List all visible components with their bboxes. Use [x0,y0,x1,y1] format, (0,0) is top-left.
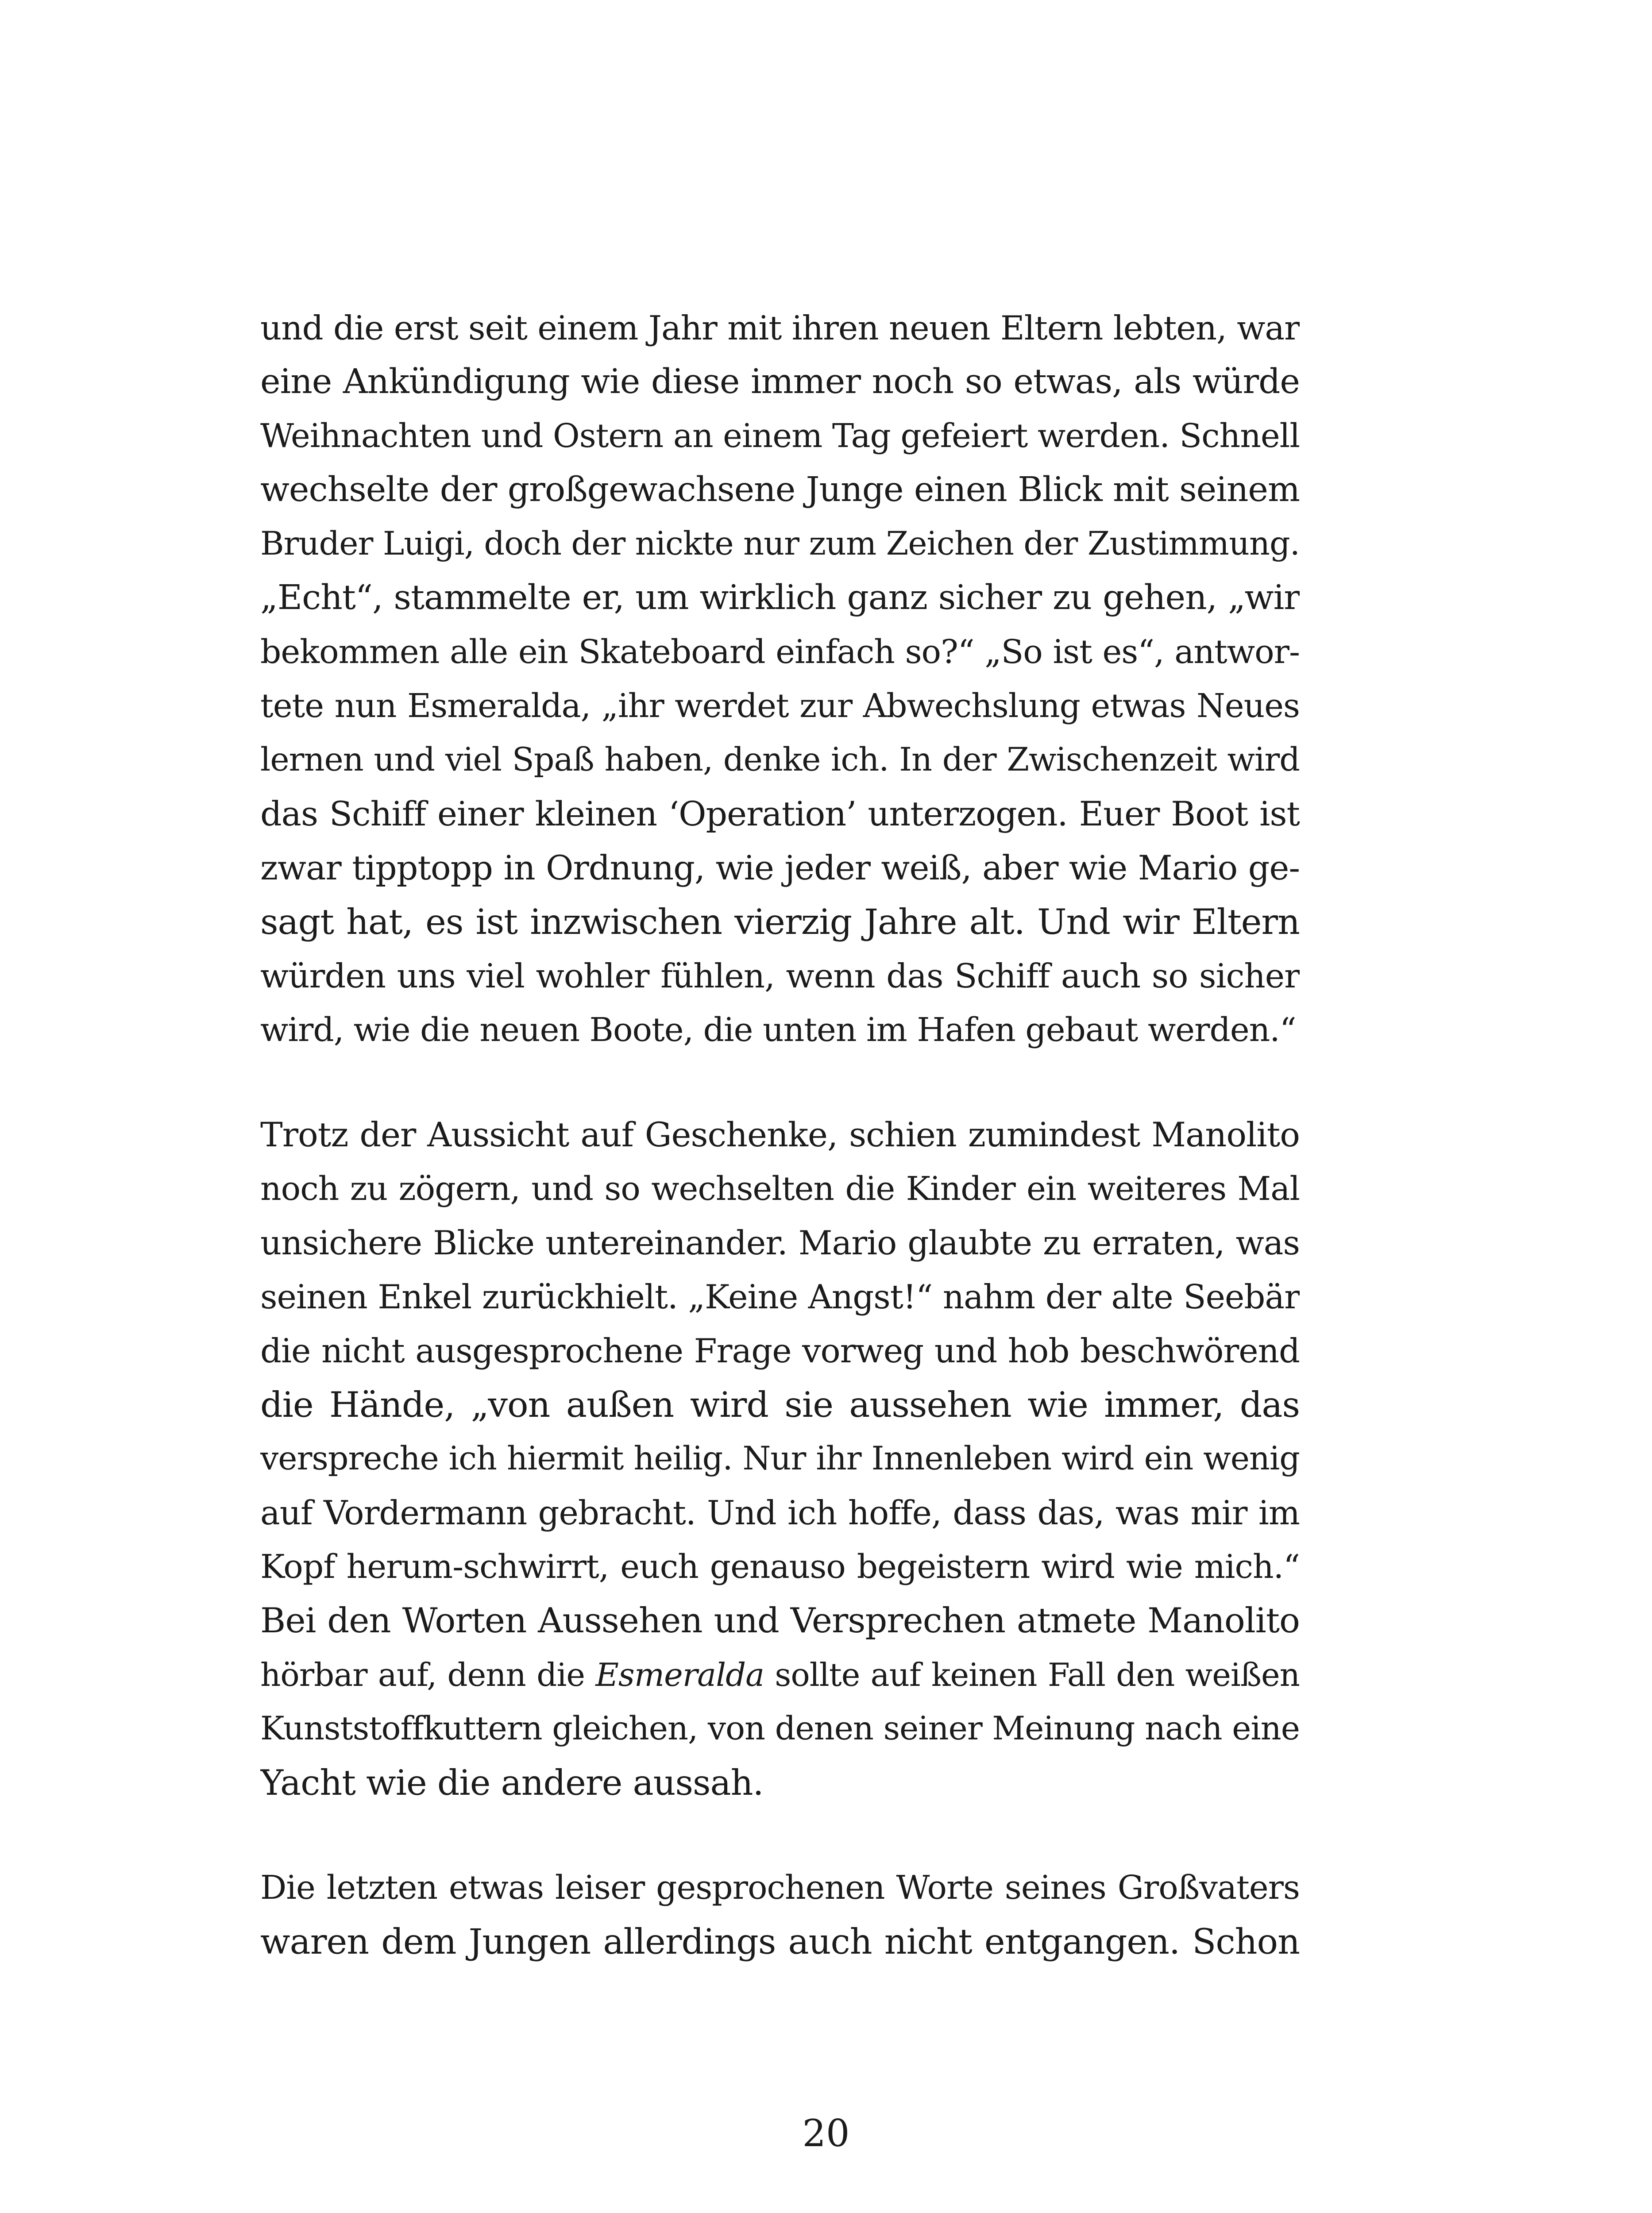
text-line: wird, wie die neuen Boote, die unten im Hafen gebaut werden.“ [260,1011,1296,1049]
text-line: Die letzten etwas leiser gesprochenen Worte seines Großvaters [260,1869,1300,1907]
text-line: unsichere Blicke untereinander. Mario glaubte zu erraten, was [260,1223,1300,1262]
text-line: Yacht wie die andere aussah. [260,1762,764,1803]
paragraph-1 [260,301,1300,1057]
text-line: sagt hat, es ist inzwischen vierzig Jahre alt. Und wir Eltern [260,902,1300,942]
text-line: die Hände, „von außen wird sie aussehen wie immer, das [260,1384,1300,1425]
text-line: wechselte der großgewachsene Junge einen Blick mit seinem [260,470,1300,509]
text-run: hörbar auf, denn die [260,1656,596,1693]
text-line: das Schiff einer kleinen ‘Operation’ unterzogen. Euer Boot ist [260,794,1300,833]
text-line: bekommen alle ein Skateboard einfach so?“ „So ist es“, antwor- [260,633,1300,671]
text-line-with-italic [260,1648,1300,1702]
text-line: Kopf herum-schwirrt, euch genauso begeistern wird wie mich.“ [260,1548,1300,1586]
text-line: eine Ankündigung wie diese immer noch so etwas, als würde [260,362,1300,401]
text-line: noch zu zögern, und so wechselten die Kinder ein weiteres Mal [260,1170,1300,1208]
text-line: lernen und viel Spaß haben, denke ich. In der Zwischenzeit wird [260,741,1300,779]
text-line: Weihnachten und Ostern an einem Tag gefeiert werden. Schnell [260,417,1300,455]
text-line: „Echt“, stammelte er, um wirklich ganz sicher zu gehen, „wir [260,578,1300,617]
text-line: verspreche ich hiermit heilig. Nur ihr Innenleben wird ein wenig [260,1440,1300,1477]
body-text [260,301,1300,1969]
paragraph-3 [260,1861,1300,1969]
text-run: sollte auf keinen Fall den weißen [764,1656,1300,1693]
page-number: 20 [802,2112,850,2155]
italic-boat-name: Esmeralda [595,1656,764,1693]
text-line: Kunststoffkuttern gleichen, von denen seiner Meinung nach eine [260,1710,1300,1747]
text-line: auf Vordermann gebracht. Und ich hoffe, dass das, was mir im [260,1493,1300,1532]
text-line: Bei den Worten Aussehen und Versprechen atmete Manolito [260,1601,1300,1641]
text-line: Trotz der Aussicht auf Geschenke, schien zumindest Manolito [260,1115,1300,1154]
text-line: und die erst seit einem Jahr mit ihren neuen Eltern lebten, war [260,308,1300,347]
paragraph-2 [260,1108,1300,1810]
text-line: tete nun Esmeralda, „ihr werdet zur Abwechslung etwas Neues [260,687,1300,725]
text-line: Bruder Luigi, doch der nickte nur zum Zeichen der Zustimmung. [260,525,1300,563]
text-line: seinen Enkel zurückhielt. „Keine Angst!“ nahm der alte Seebär [260,1277,1300,1316]
text-line: zwar tipptopp in Ordnung, wie jeder weiß, aber wie Mario ge- [260,848,1300,887]
text-line: würden uns viel wohler fühlen, wenn das Schiff auch so sicher [260,956,1300,995]
text-line: die nicht ausgesprochene Frage vorweg und hob beschwörend [260,1331,1300,1370]
text-line: waren dem Jungen allerdings auch nicht entgangen. Schon [260,1921,1300,1962]
